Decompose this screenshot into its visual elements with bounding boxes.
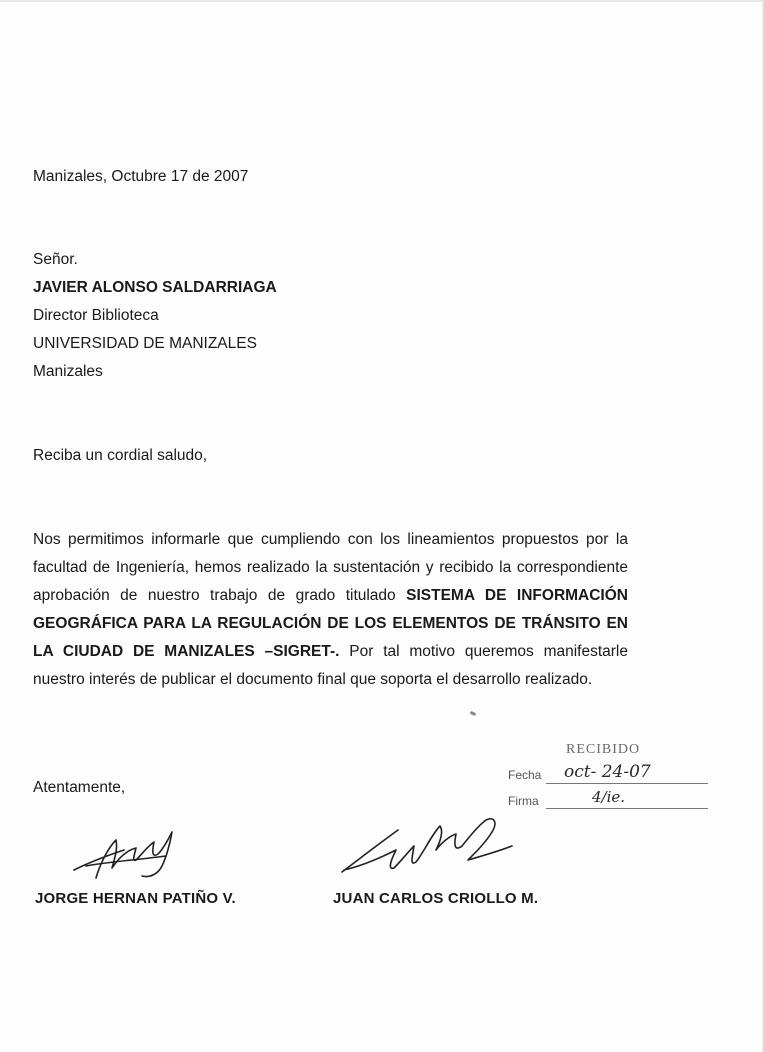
place-date: Manizales, Octubre 17 de 2007 <box>33 168 249 185</box>
recipient-institution: UNIVERSIDAD DE MANIZALES <box>33 335 257 352</box>
recipient-position: Director Biblioteca <box>33 307 159 324</box>
body-paragraph <box>33 526 628 694</box>
stamp-title: RECIBIDO <box>566 742 641 757</box>
signature-jorge <box>66 826 186 890</box>
stamp-date-label: Fecha <box>508 768 542 782</box>
stamp-signature-value: 4/ie. <box>592 788 626 806</box>
scan-edge-top <box>0 0 765 2</box>
thesis-title: SISTEMA DE INFORMACIÓN GEOGRÁFICA PARA LA REGULACIÓN DE LOS ELEMENTOS DE TRÁNSITO EN LA CIUDAD DE MANIZALES –SIGRET-. <box>33 587 628 660</box>
received-stamp <box>506 738 716 818</box>
body-text-part1: Nos permitimos informarle que cumpliendo con los lineamientos propuestos por la facultad de Ingeniería, hemos realizado la sustentación y recibido la correspondiente aprobación de nuestro trabajo de grado titulado <box>33 531 628 604</box>
stamp-date-value: oct- 24-07 <box>564 762 651 782</box>
stamp-signature-label: Firma <box>508 794 539 808</box>
recipient-salutation: Señor. <box>33 251 78 268</box>
recipient-city: Manizales <box>33 363 103 380</box>
signatory-name-1: JORGE HERNAN PATIÑO V. <box>35 890 236 907</box>
scan-speck <box>470 711 477 716</box>
stamp-signature-line <box>546 808 708 809</box>
recipient-name: JAVIER ALONSO SALDARRIAGA <box>33 279 277 296</box>
greeting: Reciba un cordial saludo, <box>33 447 208 464</box>
signature-juan <box>336 812 526 890</box>
stamp-date-line <box>546 783 708 784</box>
signatory-name-2: JUAN CARLOS CRIOLLO M. <box>333 890 539 907</box>
body-text-part2: Por tal motivo queremos manifestarle nuestro interés de publicar el documento final que soporta el desarrollo realizado. <box>33 643 628 688</box>
closing: Atentamente, <box>33 779 126 796</box>
